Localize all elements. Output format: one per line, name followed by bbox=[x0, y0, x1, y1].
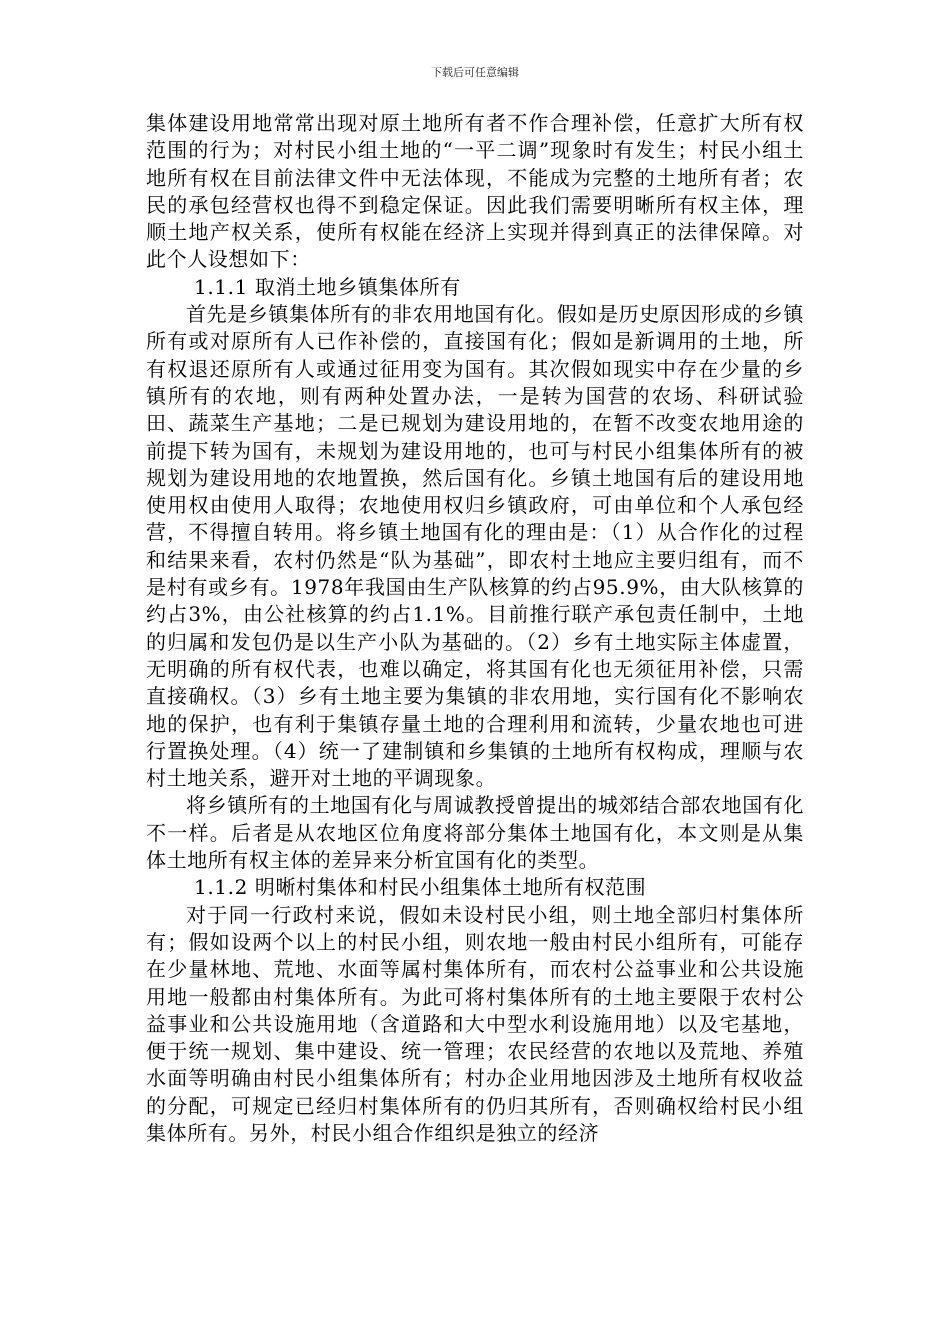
paragraph-intro: 集体建设用地常常出现对原土地所有者不作合理补偿，任意扩大所有权范围的行为；对村民小组土地的“一平二调”现象时有发生；村民小组土地所有权在目前法律文件中无法体现，不能成为完整的土地所有者；农民的承包经营权也得不到稳定保证。因此我们需要明晰所有权主体，理顺土地产权关系，使所有权能在经济上实现并得到真正的法律保障。对此个人设想如下： bbox=[146, 111, 804, 272]
section-heading-1-1-1: 1.1.1 取消土地乡镇集体所有 bbox=[194, 274, 461, 299]
document-body bbox=[146, 110, 804, 1147]
page-header-note: 下载后可任意编辑 bbox=[431, 66, 519, 79]
paragraph-township-nationalization: 首先是乡镇集体所有的非农用地国有化。假如是历史原因形成的乡镇所有或对原所有人已作补偿的，直接国有化；假如是新调用的土地，所有权退还原所有人或通过征用变为国有。其次假如现实中存在少量的乡镇所有的农地，则有两种处置办法，一是转为国营的农场、科研试验田、蔬菜生产基地；二是已规划为建设用地的，在暂不改变农地用途的前提下转为国有，未规划为建设用地的，也可与村民小组集体所有的被规划为建设用地的农地置换，然后国有化。乡镇土地国有后的建设用地使用权由使用人取得；农地使用权归乡镇政府，可由单位和个人承包经营，不得擅自转用。将乡镇土地国有化的理由是：（1）从合作化的过程和结果来看，农村仍然是“队为基础”，即农村土地应主要归组有，而不是村有或乡有。1978年我国由生产队核算的约占95.9%，由大队核算的约占3%，由公社核算的约占1.1%。目前推行联产承包责任制中，土地的归属和发包仍是以生产小队为基础的。（2）乡有土地实际主体虚置，无明确的所有权代表，也难以确定，将其国有化也无须征用补偿，只需直接确权。（3）乡有土地主要为集镇的非农用地，实行国有化不影响农地的保护，也有利于集镇存量土地的合理利用和流转，少量农地也可进行置换处理。（4）统一了建制镇和乡集镇的土地所有权构成，理顺与农村土地关系，避开对土地的平调现象。 bbox=[146, 302, 804, 791]
paragraph-comparison: 将乡镇所有的土地国有化与周诚教授曾提出的城郊结合部农地国有化不一样。后者是从农地区位角度将部分集体土地国有化，本文则是从集体土地所有权主体的差异来分析宜国有化的类型。 bbox=[146, 793, 804, 873]
section-heading-1-1-2: 1.1.2 明晰村集体和村民小组集体土地所有权范围 bbox=[194, 875, 647, 900]
paragraph-village-scope: 对于同一行政村来说，假如未设村民小组，则土地全部归村集体所有；假如设两个以上的村民小组，则农地一般由村民小组所有，可能存在少量林地、荒地、水面等属村集体所有，而农村公益事业和公共设施用地一般都由村集体所有。为此可将村集体所有的土地主要限于农村公益事业和公共设施用地（含道路和大中型水利设施用地）以及宅基地，便于统一规划、集中建设、统一管理；农民经营的农地以及荒地、养殖水面等明确由村民小组集体所有；村办企业用地因涉及土地所有权收益的分配，可规定已经归村集体所有的仍归其所有，否则确权给村民小组集体所有。另外，村民小组合作组织是独立的经济 bbox=[146, 902, 804, 1145]
